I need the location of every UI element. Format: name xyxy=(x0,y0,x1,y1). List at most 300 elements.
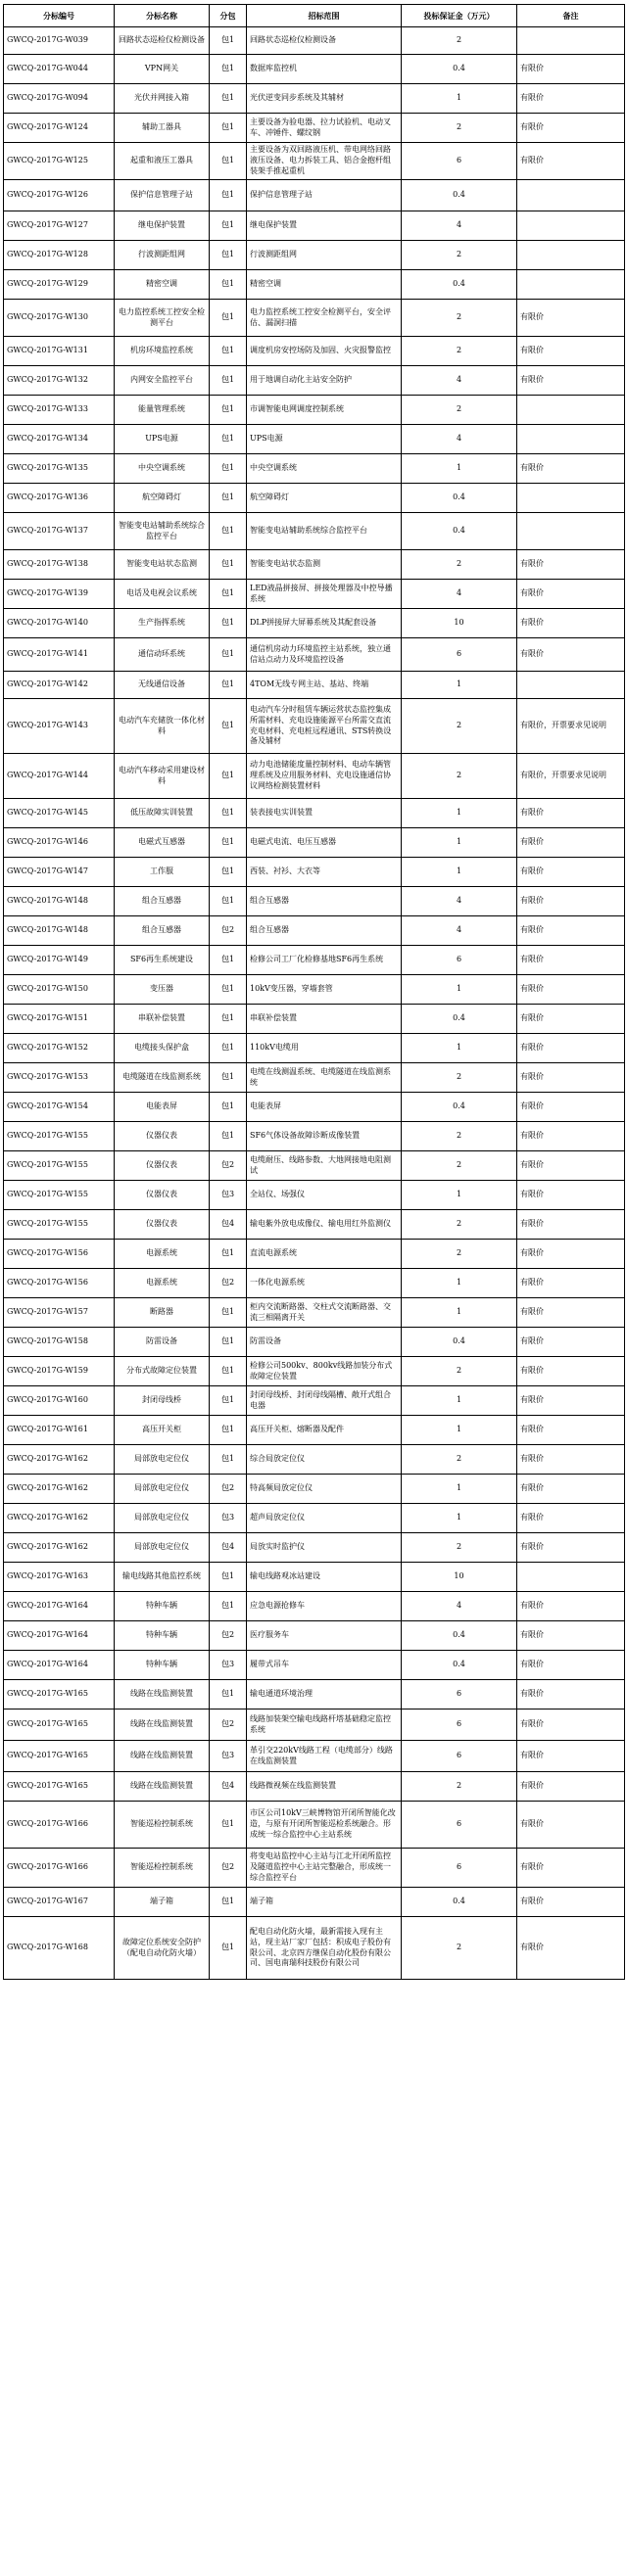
header-remarks: 备注 xyxy=(517,5,625,27)
cell-remarks: 有限价 xyxy=(517,143,625,180)
cell-lot-number: GWCQ-2017G-W151 xyxy=(4,1005,115,1034)
cell-scope: 应急电源抢修车 xyxy=(247,1592,402,1621)
table-row xyxy=(4,1475,625,1504)
cell-remarks: 有限价 xyxy=(517,1445,625,1475)
cell-scope: 电缆在线测温系统、电缆隧道在线监测系统 xyxy=(247,1063,402,1093)
cell-remarks: 有限价 xyxy=(517,337,625,366)
cell-remarks: 有限价，开票要求见说明 xyxy=(517,699,625,754)
cell-scope: 西装、衬衫、大衣等 xyxy=(247,858,402,887)
cell-lot-number: GWCQ-2017G-W147 xyxy=(4,858,115,887)
cell-remarks xyxy=(517,513,625,550)
cell-remarks: 有限价 xyxy=(517,1802,625,1849)
cell-package: 包1 xyxy=(210,975,247,1005)
cell-package: 包1 xyxy=(210,1416,247,1445)
table-row xyxy=(4,699,625,754)
cell-deposit: 0.4 xyxy=(402,1328,517,1357)
table-row xyxy=(4,1710,625,1741)
cell-deposit: 2 xyxy=(402,1122,517,1151)
cell-scope: LED液晶拼接屏、拼接处理器及中控导播系统 xyxy=(247,580,402,609)
table-row xyxy=(4,1298,625,1328)
cell-lot-number: GWCQ-2017G-W155 xyxy=(4,1122,115,1151)
cell-lot-name: 通信动环系统 xyxy=(115,638,210,672)
cell-deposit: 1 xyxy=(402,1504,517,1533)
cell-lot-name: 继电保护装置 xyxy=(115,211,210,241)
cell-scope: 市区公司10kV三峡博物馆开闭所智能化改造，与原有开闭所智能巡检系统融合。形成统一综合监控中心主站系统 xyxy=(247,1802,402,1849)
cell-lot-name: 精密空调 xyxy=(115,270,210,300)
cell-deposit: 2 xyxy=(402,114,517,143)
cell-deposit: 2 xyxy=(402,27,517,55)
cell-lot-number: GWCQ-2017G-W148 xyxy=(4,887,115,916)
cell-lot-number: GWCQ-2017G-W157 xyxy=(4,1298,115,1328)
table-row xyxy=(4,1416,625,1445)
cell-remarks xyxy=(517,425,625,454)
cell-scope: 智能变电站辅助系统综合监控平台 xyxy=(247,513,402,550)
cell-lot-number: GWCQ-2017G-W152 xyxy=(4,1034,115,1063)
cell-package: 包2 xyxy=(210,1269,247,1298)
cell-package: 包2 xyxy=(210,1151,247,1181)
cell-package: 包1 xyxy=(210,114,247,143)
cell-lot-number: GWCQ-2017G-W141 xyxy=(4,638,115,672)
cell-lot-name: 电动汽车充储放一体化材料 xyxy=(115,699,210,754)
cell-remarks: 有限价 xyxy=(517,1093,625,1122)
cell-package: 包1 xyxy=(210,1592,247,1621)
cell-package: 包1 xyxy=(210,211,247,241)
table-row xyxy=(4,1533,625,1563)
cell-remarks xyxy=(517,180,625,211)
cell-lot-number: GWCQ-2017G-W149 xyxy=(4,946,115,975)
table-row xyxy=(4,946,625,975)
cell-scope: 数据库监控机 xyxy=(247,55,402,84)
cell-scope: 电力监控系统工控安全检测平台，安全评估、漏洞扫描 xyxy=(247,300,402,337)
table-row xyxy=(4,975,625,1005)
cell-remarks: 有限价 xyxy=(517,1741,625,1772)
cell-deposit: 4 xyxy=(402,211,517,241)
cell-lot-number: GWCQ-2017G-W162 xyxy=(4,1475,115,1504)
cell-deposit: 1 xyxy=(402,1269,517,1298)
cell-scope: 特高频局放定位仪 xyxy=(247,1475,402,1504)
table-row xyxy=(4,1386,625,1416)
cell-deposit: 1 xyxy=(402,1416,517,1445)
cell-lot-number: GWCQ-2017G-W163 xyxy=(4,1563,115,1592)
cell-package: 包1 xyxy=(210,454,247,484)
cell-remarks: 有限价 xyxy=(517,1772,625,1802)
table-row xyxy=(4,550,625,580)
cell-lot-number: GWCQ-2017G-W094 xyxy=(4,84,115,114)
cell-lot-name: 行波测距组网 xyxy=(115,241,210,270)
cell-remarks xyxy=(517,1563,625,1592)
cell-scope: 回路状态巡检仪检测设备 xyxy=(247,27,402,55)
cell-lot-name: 封闭母线桥 xyxy=(115,1386,210,1416)
cell-lot-name: 变压器 xyxy=(115,975,210,1005)
cell-lot-name: 仪器仪表 xyxy=(115,1122,210,1151)
cell-scope: 智能变电站状态监测 xyxy=(247,550,402,580)
cell-scope: 医疗服务车 xyxy=(247,1621,402,1651)
cell-scope: 继电保护装置 xyxy=(247,211,402,241)
cell-lot-number: GWCQ-2017G-W133 xyxy=(4,396,115,425)
cell-deposit: 2 xyxy=(402,1357,517,1386)
cell-remarks: 有限价，开票要求见说明 xyxy=(517,754,625,799)
cell-lot-number: GWCQ-2017G-W128 xyxy=(4,241,115,270)
cell-deposit: 6 xyxy=(402,1710,517,1741)
cell-package: 包2 xyxy=(210,1710,247,1741)
cell-scope: 光伏逆变同步系统及其辅材 xyxy=(247,84,402,114)
cell-package: 包1 xyxy=(210,799,247,828)
cell-remarks: 有限价 xyxy=(517,1181,625,1210)
cell-remarks xyxy=(517,241,625,270)
table-row xyxy=(4,916,625,946)
cell-lot-number: GWCQ-2017G-W143 xyxy=(4,699,115,754)
cell-package: 包1 xyxy=(210,638,247,672)
cell-lot-name: 智能巡检控制系统 xyxy=(115,1802,210,1849)
cell-lot-number: GWCQ-2017G-W161 xyxy=(4,1416,115,1445)
cell-package: 包1 xyxy=(210,513,247,550)
cell-package: 包2 xyxy=(210,916,247,946)
cell-deposit: 0.4 xyxy=(402,1621,517,1651)
cell-lot-name: 电动汽车移动采用建设材料 xyxy=(115,754,210,799)
table-row xyxy=(4,1269,625,1298)
cell-remarks: 有限价 xyxy=(517,580,625,609)
cell-deposit: 6 xyxy=(402,1802,517,1849)
cell-lot-number: GWCQ-2017G-W127 xyxy=(4,211,115,241)
cell-package: 包1 xyxy=(210,1386,247,1416)
cell-package: 包1 xyxy=(210,550,247,580)
cell-scope: DLP拼接屏大屏幕系统及其配套设备 xyxy=(247,609,402,638)
table-row xyxy=(4,1328,625,1357)
cell-deposit: 1 xyxy=(402,828,517,858)
cell-scope: SF6气体设备故障诊断成像装置 xyxy=(247,1122,402,1151)
cell-deposit: 2 xyxy=(402,1445,517,1475)
cell-package: 包4 xyxy=(210,1210,247,1240)
cell-lot-name: 电能表屏 xyxy=(115,1093,210,1122)
cell-scope: 检修公司500kv、800kv线路加装分布式故障定位装置 xyxy=(247,1357,402,1386)
cell-deposit: 2 xyxy=(402,300,517,337)
cell-lot-name: 组合互感器 xyxy=(115,916,210,946)
cell-scope: 超声局放定位仪 xyxy=(247,1504,402,1533)
cell-package: 包3 xyxy=(210,1651,247,1680)
cell-scope: 检修公司工厂化检修基地SF6再生系统 xyxy=(247,946,402,975)
cell-scope: 线路加装架空输电线路杆塔基础稳定监控系统 xyxy=(247,1710,402,1741)
cell-deposit: 4 xyxy=(402,366,517,396)
cell-lot-name: 电力监控系统工控安全检测平台 xyxy=(115,300,210,337)
table-row xyxy=(4,1741,625,1772)
cell-package: 包1 xyxy=(210,1802,247,1849)
cell-scope: 局放实时监护仪 xyxy=(247,1533,402,1563)
cell-deposit: 0.4 xyxy=(402,484,517,513)
cell-scope: 动力电池储能度量控制材料、电动车辆管理系统及应用服务材料、充电设施通信协议网络检测装置材料 xyxy=(247,754,402,799)
cell-lot-name: 线路在线监测装置 xyxy=(115,1772,210,1802)
cell-lot-name: 起重和液压工器具 xyxy=(115,143,210,180)
table-row xyxy=(4,241,625,270)
cell-lot-name: 局部放电定位仪 xyxy=(115,1445,210,1475)
table-row xyxy=(4,84,625,114)
table-row xyxy=(4,858,625,887)
table-row xyxy=(4,609,625,638)
cell-deposit: 2 xyxy=(402,241,517,270)
header-lot-number: 分标编号 xyxy=(4,5,115,27)
cell-lot-number: GWCQ-2017G-W140 xyxy=(4,609,115,638)
cell-package: 包3 xyxy=(210,1741,247,1772)
cell-remarks: 有限价 xyxy=(517,1416,625,1445)
cell-scope: 输电通道环境治理 xyxy=(247,1680,402,1710)
cell-lot-number: GWCQ-2017G-W044 xyxy=(4,55,115,84)
cell-remarks: 有限价 xyxy=(517,1651,625,1680)
cell-lot-number: GWCQ-2017G-W145 xyxy=(4,799,115,828)
cell-lot-name: 仪器仪表 xyxy=(115,1151,210,1181)
cell-scope: 保护信息管理子站 xyxy=(247,180,402,211)
cell-deposit: 1 xyxy=(402,454,517,484)
cell-lot-name: 无线通信设备 xyxy=(115,672,210,699)
cell-remarks xyxy=(517,211,625,241)
cell-package: 包1 xyxy=(210,1122,247,1151)
cell-scope: 通信机房动力环境监控主站系统，独立通信站点动力及环境监控设备 xyxy=(247,638,402,672)
cell-deposit: 6 xyxy=(402,1680,517,1710)
cell-lot-number: GWCQ-2017G-W162 xyxy=(4,1445,115,1475)
table-row xyxy=(4,638,625,672)
cell-lot-name: 机房环境监控系统 xyxy=(115,337,210,366)
cell-deposit: 2 xyxy=(402,337,517,366)
cell-scope: 履带式吊车 xyxy=(247,1651,402,1680)
cell-scope: 主要设备为验电器、拉力试验机、电动叉车、冲锤件、螺纹钢 xyxy=(247,114,402,143)
cell-package: 包1 xyxy=(210,946,247,975)
table-row xyxy=(4,1621,625,1651)
table-row xyxy=(4,1034,625,1063)
cell-package: 包1 xyxy=(210,699,247,754)
cell-scope: 调度机房安控场防及加固、火灾报警监控 xyxy=(247,337,402,366)
table-row xyxy=(4,1592,625,1621)
cell-lot-number: GWCQ-2017G-W142 xyxy=(4,672,115,699)
cell-deposit: 6 xyxy=(402,1741,517,1772)
cell-lot-number: GWCQ-2017G-W164 xyxy=(4,1592,115,1621)
cell-lot-name: 故障定位系统安全防护（配电自动化防火墙） xyxy=(115,1917,210,1980)
cell-lot-name: 生产指挥系统 xyxy=(115,609,210,638)
cell-deposit: 2 xyxy=(402,1772,517,1802)
cell-lot-number: GWCQ-2017G-W162 xyxy=(4,1504,115,1533)
cell-lot-number: GWCQ-2017G-W125 xyxy=(4,143,115,180)
cell-lot-number: GWCQ-2017G-W134 xyxy=(4,425,115,454)
cell-lot-name: SF6再生系统建设 xyxy=(115,946,210,975)
cell-deposit: 0.4 xyxy=(402,1888,517,1917)
cell-scope: 柜内交流断路器、交柱式交流断路器、交流三相隔离开关 xyxy=(247,1298,402,1328)
cell-package: 包1 xyxy=(210,1888,247,1917)
cell-deposit: 1 xyxy=(402,1034,517,1063)
table-row xyxy=(4,1680,625,1710)
cell-deposit: 1 xyxy=(402,799,517,828)
cell-remarks: 有限价 xyxy=(517,1386,625,1416)
cell-scope: 10kV变压器，穿墙套管 xyxy=(247,975,402,1005)
table-row xyxy=(4,366,625,396)
cell-package: 包1 xyxy=(210,1005,247,1034)
cell-lot-name: 仪器仪表 xyxy=(115,1181,210,1210)
cell-package: 包1 xyxy=(210,580,247,609)
cell-package: 包1 xyxy=(210,27,247,55)
cell-deposit: 10 xyxy=(402,1563,517,1592)
cell-deposit: 0.4 xyxy=(402,270,517,300)
cell-package: 包1 xyxy=(210,887,247,916)
cell-lot-number: GWCQ-2017G-W155 xyxy=(4,1181,115,1210)
cell-scope: 组合互感器 xyxy=(247,887,402,916)
cell-deposit: 10 xyxy=(402,609,517,638)
tender-table xyxy=(3,4,625,1980)
cell-remarks: 有限价 xyxy=(517,1240,625,1269)
cell-deposit: 2 xyxy=(402,396,517,425)
cell-deposit: 0.4 xyxy=(402,1651,517,1680)
table-row xyxy=(4,1210,625,1240)
cell-lot-number: GWCQ-2017G-W136 xyxy=(4,484,115,513)
cell-lot-name: 线路在线监测装置 xyxy=(115,1680,210,1710)
cell-lot-number: GWCQ-2017G-W132 xyxy=(4,366,115,396)
cell-lot-number: GWCQ-2017G-W138 xyxy=(4,550,115,580)
cell-lot-name: 辅助工器具 xyxy=(115,114,210,143)
table-body xyxy=(4,27,625,1980)
cell-deposit: 2 xyxy=(402,550,517,580)
cell-lot-name: 线路在线监测装置 xyxy=(115,1710,210,1741)
cell-package: 包1 xyxy=(210,1917,247,1980)
cell-deposit: 0.4 xyxy=(402,1005,517,1034)
cell-scope: UPS电源 xyxy=(247,425,402,454)
cell-deposit: 1 xyxy=(402,84,517,114)
table-row xyxy=(4,143,625,180)
cell-deposit: 2 xyxy=(402,1917,517,1980)
cell-remarks: 有限价 xyxy=(517,638,625,672)
cell-deposit: 6 xyxy=(402,1849,517,1888)
table-row xyxy=(4,799,625,828)
cell-lot-name: 电源系统 xyxy=(115,1269,210,1298)
cell-lot-name: 局部放电定位仪 xyxy=(115,1475,210,1504)
cell-deposit: 0.4 xyxy=(402,513,517,550)
cell-remarks: 有限价 xyxy=(517,114,625,143)
cell-deposit: 2 xyxy=(402,754,517,799)
cell-deposit: 4 xyxy=(402,1592,517,1621)
cell-remarks: 有限价 xyxy=(517,1328,625,1357)
cell-package: 包2 xyxy=(210,1475,247,1504)
cell-package: 包1 xyxy=(210,1328,247,1357)
cell-lot-name: 能量管理系统 xyxy=(115,396,210,425)
table-row xyxy=(4,1240,625,1269)
cell-remarks xyxy=(517,396,625,425)
cell-remarks: 有限价 xyxy=(517,887,625,916)
cell-lot-name: 特种车辆 xyxy=(115,1592,210,1621)
cell-lot-number: GWCQ-2017G-W129 xyxy=(4,270,115,300)
cell-package: 包1 xyxy=(210,858,247,887)
cell-deposit: 2 xyxy=(402,1210,517,1240)
cell-lot-number: GWCQ-2017G-W126 xyxy=(4,180,115,211)
table-row xyxy=(4,180,625,211)
cell-deposit: 0.4 xyxy=(402,1093,517,1122)
cell-lot-number: GWCQ-2017G-W150 xyxy=(4,975,115,1005)
cell-lot-number: GWCQ-2017G-W130 xyxy=(4,300,115,337)
cell-deposit: 1 xyxy=(402,858,517,887)
cell-lot-name: 电缆隧道在线监测系统 xyxy=(115,1063,210,1093)
header-package: 分包 xyxy=(210,5,247,27)
cell-lot-number: GWCQ-2017G-W167 xyxy=(4,1888,115,1917)
cell-lot-name: 工作服 xyxy=(115,858,210,887)
cell-lot-name: 仪器仪表 xyxy=(115,1210,210,1240)
cell-lot-number: GWCQ-2017G-W153 xyxy=(4,1063,115,1093)
cell-deposit: 2 xyxy=(402,1240,517,1269)
table-row xyxy=(4,1802,625,1849)
header-lot-name: 分标名称 xyxy=(115,5,210,27)
cell-deposit: 1 xyxy=(402,672,517,699)
cell-remarks: 有限价 xyxy=(517,1034,625,1063)
cell-remarks: 有限价 xyxy=(517,84,625,114)
cell-lot-name: 特种车辆 xyxy=(115,1651,210,1680)
cell-lot-name: 防雷设备 xyxy=(115,1328,210,1357)
cell-package: 包2 xyxy=(210,1621,247,1651)
cell-remarks: 有限价 xyxy=(517,1269,625,1298)
cell-lot-number: GWCQ-2017G-W124 xyxy=(4,114,115,143)
cell-remarks: 有限价 xyxy=(517,1151,625,1181)
cell-scope: 航空障碍灯 xyxy=(247,484,402,513)
cell-scope: 直流电源系统 xyxy=(247,1240,402,1269)
table-row xyxy=(4,1917,625,1980)
cell-package: 包2 xyxy=(210,1849,247,1888)
table-row xyxy=(4,1772,625,1802)
cell-lot-name: 特种车辆 xyxy=(115,1621,210,1651)
cell-remarks: 有限价 xyxy=(517,366,625,396)
cell-package: 包1 xyxy=(210,1563,247,1592)
table-row xyxy=(4,1357,625,1386)
cell-lot-name: 智能巡检控制系统 xyxy=(115,1849,210,1888)
table-row xyxy=(4,1651,625,1680)
cell-scope: 行波测距组网 xyxy=(247,241,402,270)
cell-lot-name: 电话及电视会议系统 xyxy=(115,580,210,609)
cell-remarks xyxy=(517,484,625,513)
cell-package: 包1 xyxy=(210,1445,247,1475)
cell-scope: 端子箱 xyxy=(247,1888,402,1917)
table-row xyxy=(4,1888,625,1917)
cell-lot-number: GWCQ-2017G-W166 xyxy=(4,1849,115,1888)
cell-deposit: 4 xyxy=(402,425,517,454)
cell-scope: 精密空调 xyxy=(247,270,402,300)
cell-remarks: 有限价 xyxy=(517,55,625,84)
header-deposit: 投标保证金（万元） xyxy=(402,5,517,27)
table-row xyxy=(4,580,625,609)
cell-scope: 全站仪、场强仪 xyxy=(247,1181,402,1210)
table-row xyxy=(4,1504,625,1533)
cell-lot-name: 中央空调系统 xyxy=(115,454,210,484)
cell-remarks: 有限价 xyxy=(517,1917,625,1980)
cell-deposit: 4 xyxy=(402,887,517,916)
table-row xyxy=(4,887,625,916)
cell-deposit: 2 xyxy=(402,699,517,754)
cell-scope: 电缆耐压、线路参数、大地网接地电阻测试 xyxy=(247,1151,402,1181)
cell-package: 包1 xyxy=(210,1240,247,1269)
table-row xyxy=(4,337,625,366)
table-row xyxy=(4,1122,625,1151)
cell-lot-number: GWCQ-2017G-W165 xyxy=(4,1772,115,1802)
table-row xyxy=(4,828,625,858)
table-row xyxy=(4,1181,625,1210)
cell-lot-number: GWCQ-2017G-W144 xyxy=(4,754,115,799)
cell-remarks: 有限价 xyxy=(517,1533,625,1563)
table-row xyxy=(4,672,625,699)
cell-package: 包1 xyxy=(210,484,247,513)
table-row xyxy=(4,300,625,337)
cell-scope: 输电紫外放电成像仪、输电用红外监测仪 xyxy=(247,1210,402,1240)
table-row xyxy=(4,396,625,425)
cell-lot-number: GWCQ-2017G-W164 xyxy=(4,1651,115,1680)
cell-lot-number: GWCQ-2017G-W166 xyxy=(4,1802,115,1849)
cell-remarks: 有限价 xyxy=(517,550,625,580)
cell-scope: 110kV电缆用 xyxy=(247,1034,402,1063)
cell-lot-name: UPS电源 xyxy=(115,425,210,454)
cell-lot-name: 电磁式互感器 xyxy=(115,828,210,858)
cell-lot-name: 线路在线监测装置 xyxy=(115,1741,210,1772)
cell-remarks xyxy=(517,270,625,300)
cell-scope: 革引交220kV线路工程（电缆部分）线路在线监测装置 xyxy=(247,1741,402,1772)
cell-lot-name: 保护信息管理子站 xyxy=(115,180,210,211)
cell-remarks: 有限价 xyxy=(517,454,625,484)
